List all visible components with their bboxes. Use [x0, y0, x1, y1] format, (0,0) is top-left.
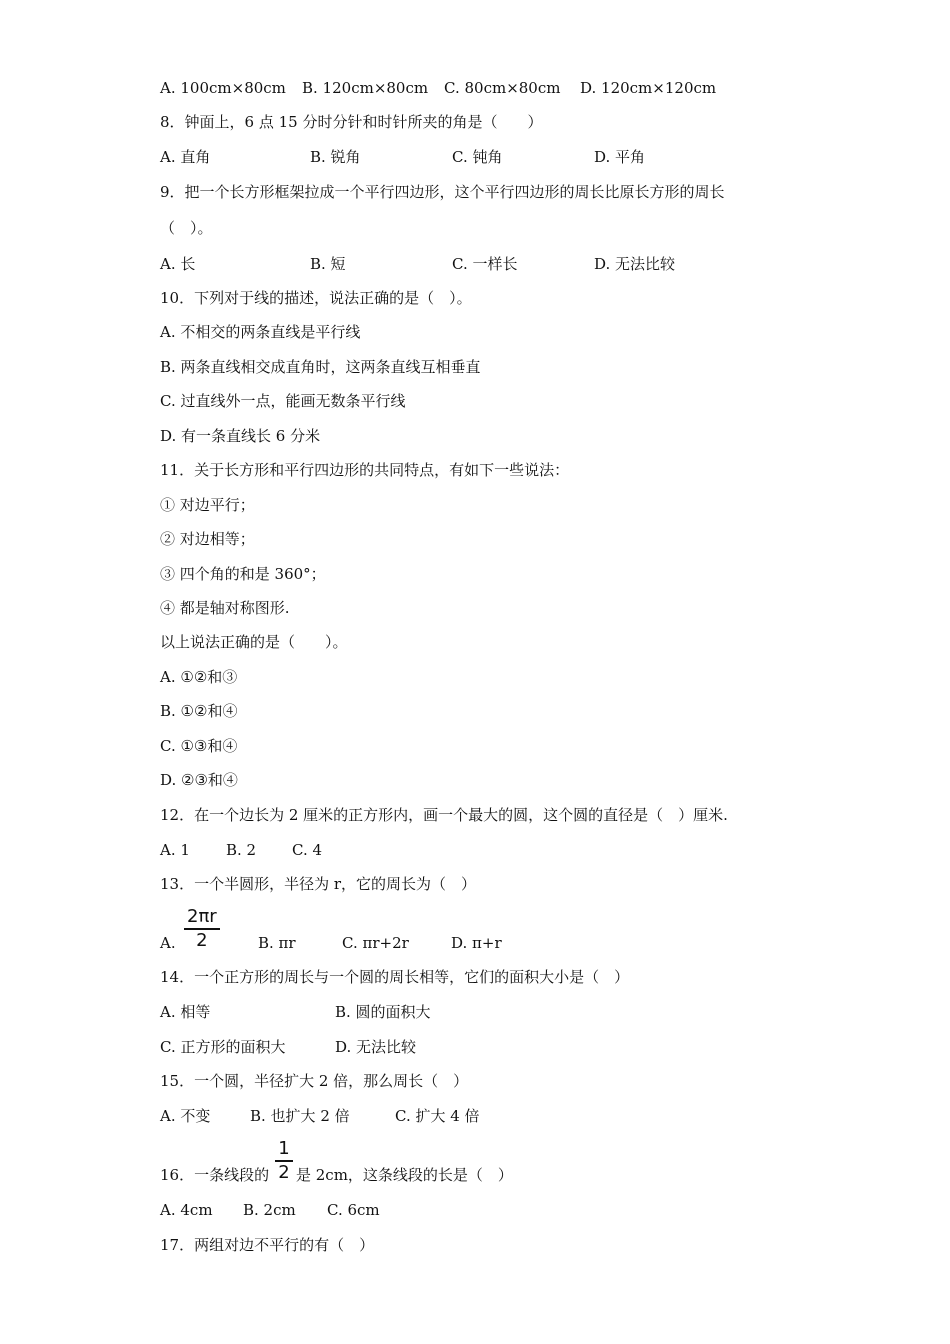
- q9-stem-continued: （ ）。: [160, 219, 213, 237]
- q14-option-d: D. 无法比较: [335, 1038, 417, 1056]
- q12-option-b: B. 2: [226, 841, 257, 859]
- q14-option-c: C. 正方形的面积大: [160, 1038, 286, 1056]
- q13-option-a-label: A.: [160, 934, 176, 952]
- q13-option-d: D. π+r: [451, 934, 502, 952]
- q13-option-b: B. πr: [258, 934, 296, 952]
- q11-statement-4: ④ 都是轴对称图形.: [160, 599, 290, 617]
- q16-stem-start: 16．一条线段的: [160, 1166, 270, 1184]
- q8-option-c: C. 钝角: [452, 148, 503, 166]
- q9-stem: 9．把一个长方形框架拉成一个平行四边形，这个平行四边形的周长比原长方形的周长: [160, 183, 725, 201]
- q15-option-a: A. 不变: [160, 1107, 211, 1125]
- q9-option-a: A. 长: [160, 255, 196, 273]
- q13-stem: 13．一个半圆形，半径为 r，它的周长为（ ）: [160, 875, 477, 893]
- q13-fraction-denominator: 2: [196, 930, 208, 951]
- q14-option-a: A. 相等: [160, 1003, 211, 1021]
- q8-option-a: A. 直角: [160, 148, 211, 166]
- q12-option-c: C. 4: [292, 841, 323, 859]
- q15-stem: 15．一个圆，半径扩大 2 倍，那么周长（ ）: [160, 1072, 469, 1090]
- q10-option-a: A. 不相交的两条直线是平行线: [160, 323, 361, 341]
- q12-option-a: A. 1: [160, 841, 190, 859]
- q17-stem: 17．两组对边不平行的有（ ）: [160, 1236, 375, 1254]
- q8-option-b: B. 锐角: [310, 148, 361, 166]
- q12-stem: 12．在一个边长为 2 厘米的正方形内，画一个最大的圆，这个圆的直径是（ ）厘米.: [160, 806, 728, 824]
- q15-option-b: B. 也扩大 2 倍: [250, 1107, 350, 1125]
- q16-fraction: [275, 1138, 293, 1184]
- q13-fraction-numerator: 2πr: [184, 906, 220, 930]
- q11-option-a: A. ①②和③: [160, 668, 238, 686]
- q11-stem: 11．关于长方形和平行四边形的共同特点，有如下一些说法：: [160, 461, 570, 479]
- q10-option-b: B. 两条直线相交成直角时，这两条直线互相垂直: [160, 358, 481, 376]
- q9-option-d: D. 无法比较: [594, 255, 676, 273]
- q11-prompt: 以上说法正确的是（ ）。: [160, 633, 348, 651]
- q16-fraction-denominator: 2: [278, 1162, 290, 1183]
- q16-option-c: C. 6cm: [327, 1201, 380, 1219]
- q16-fraction-numerator: 1: [275, 1138, 293, 1162]
- q11-option-b: B. ①②和④: [160, 702, 238, 720]
- q16-option-b: B. 2cm: [243, 1201, 296, 1219]
- q10-option-c: C. 过直线外一点，能画无数条平行线: [160, 392, 406, 410]
- q11-option-c: C. ①③和④: [160, 737, 238, 755]
- q16-option-a: A. 4cm: [160, 1201, 213, 1219]
- q8-option-d: D. 平角: [594, 148, 646, 166]
- q7-option-b: B. 120cm×80cm: [302, 79, 429, 97]
- q15-option-c: C. 扩大 4 倍: [395, 1107, 480, 1125]
- q11-statement-1: ① 对边平行；: [160, 496, 255, 514]
- q14-option-b: B. 圆的面积大: [335, 1003, 431, 1021]
- q11-statement-3: ③ 四个角的和是 360°；: [160, 565, 326, 583]
- q7-option-c: C. 80cm×80cm: [444, 79, 561, 97]
- q7-option-d: D. 120cm×120cm: [580, 79, 717, 97]
- q13-option-a-fraction: [184, 906, 220, 952]
- q7-option-a: A. 100cm×80cm: [160, 79, 286, 97]
- q13-option-c: C. πr+2r: [342, 934, 409, 952]
- q8-stem: 8．钟面上，6 点 15 分时分针和时针所夹的角是（ ）: [160, 113, 543, 131]
- q14-stem: 14．一个正方形的周长与一个圆的周长相等，它们的面积大小是（ ）: [160, 968, 630, 986]
- q11-option-d: D. ②③和④: [160, 771, 238, 789]
- q9-option-b: B. 短: [310, 255, 346, 273]
- q9-option-c: C. 一样长: [452, 255, 518, 273]
- q10-stem: 10．下列对于线的描述，说法正确的是（ ）。: [160, 289, 472, 307]
- q10-option-d: D. 有一条直线长 6 分米: [160, 427, 321, 445]
- q11-statement-2: ② 对边相等；: [160, 530, 255, 548]
- q16-stem-end: 是 2cm，这条线段的长是（ ）: [296, 1166, 513, 1184]
